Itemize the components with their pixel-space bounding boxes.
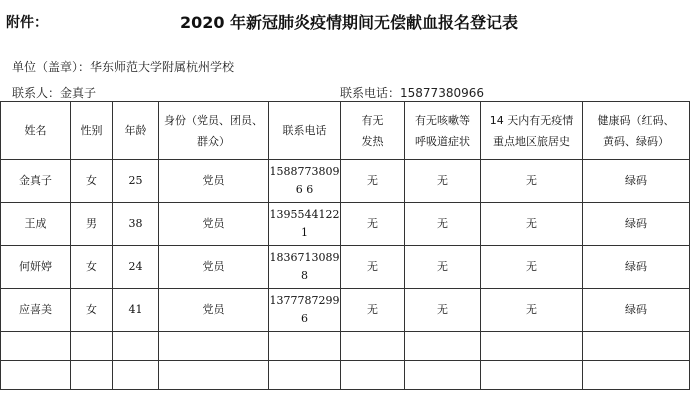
cell-identity: 党员	[159, 289, 269, 332]
blank-cell	[481, 332, 583, 361]
blank-cell	[405, 361, 481, 390]
header-fever	[341, 102, 405, 160]
contact-label: 联系人：	[12, 86, 61, 100]
blank-cell	[71, 361, 113, 390]
unit-line	[12, 58, 234, 75]
cell-phone: 18367130898	[269, 246, 341, 289]
cell-age: 24	[113, 246, 159, 289]
blank-cell	[405, 332, 481, 361]
cell-name: 王成	[1, 203, 71, 246]
blank-cell	[1, 332, 71, 361]
header-health-line2: 黄码、绿码）	[603, 134, 669, 148]
cell-travel: 无	[481, 160, 583, 203]
blank-row	[1, 332, 690, 361]
cell-health: 绿码	[583, 160, 690, 203]
header-cough-line2: 呼吸道症状	[415, 134, 470, 148]
header-identity	[159, 102, 269, 160]
table-row	[1, 246, 690, 289]
cell-cough: 无	[405, 289, 481, 332]
cell-age: 41	[113, 289, 159, 332]
blank-cell	[71, 332, 113, 361]
blank-row	[1, 361, 690, 390]
cell-travel: 无	[481, 246, 583, 289]
blank-cell	[159, 361, 269, 390]
header-gender: 性别	[71, 102, 113, 160]
cell-health: 绿码	[583, 289, 690, 332]
cell-gender: 女	[71, 246, 113, 289]
cell-travel: 无	[481, 289, 583, 332]
form-title: 2020 年新冠肺炎疫情期间无偿献血报名登记表	[179, 13, 519, 32]
header-name: 姓名	[1, 102, 71, 160]
blank-cell	[1, 361, 71, 390]
header-phone: 联系电话	[269, 102, 341, 160]
cell-cough: 无	[405, 160, 481, 203]
cell-name: 金真子	[1, 160, 71, 203]
cell-phone: 13955441221	[269, 203, 341, 246]
cell-gender: 女	[71, 289, 113, 332]
cell-fever: 无	[341, 160, 405, 203]
header-identity-line2: 群众）	[197, 134, 230, 148]
cell-identity: 党员	[159, 246, 269, 289]
cell-identity: 党员	[159, 203, 269, 246]
header-health-line1: 健康码（红码、	[597, 113, 675, 127]
cell-cough: 无	[405, 246, 481, 289]
attachment-label: 附件：	[6, 15, 48, 31]
header-travel-line2: 重点地区旅居史	[493, 134, 570, 148]
blank-cell	[341, 332, 405, 361]
cell-name: 应喜美	[1, 289, 71, 332]
blank-cell	[481, 361, 583, 390]
registration-table	[0, 101, 690, 390]
table-row	[1, 160, 690, 203]
cell-phone: 13777872996	[269, 289, 341, 332]
blank-cell	[341, 361, 405, 390]
blank-cell	[159, 332, 269, 361]
phone-value: 15877380966	[400, 86, 484, 100]
header-cough-line1: 有无咳嗽等	[415, 113, 470, 127]
cell-health: 绿码	[583, 246, 690, 289]
unit-label: 单位（盖章）：	[12, 60, 91, 74]
header-travel	[481, 102, 583, 160]
blank-cell	[269, 361, 341, 390]
blank-cell	[113, 332, 159, 361]
cell-gender: 女	[71, 160, 113, 203]
cell-fever: 无	[341, 203, 405, 246]
cell-cough: 无	[405, 203, 481, 246]
blank-cell	[113, 361, 159, 390]
unit-value: 华东师范大学附属杭州学校	[90, 60, 235, 74]
table-row	[1, 289, 690, 332]
blank-cell	[583, 332, 690, 361]
header-cough	[405, 102, 481, 160]
cell-health: 绿码	[583, 203, 690, 246]
header-travel-line1: 14 天内有无疫情	[489, 113, 574, 127]
table-row	[1, 203, 690, 246]
blank-cell	[583, 361, 690, 390]
header-row	[1, 102, 690, 160]
header-identity-line1: 身份（党员、团员、	[164, 113, 263, 127]
cell-gender: 男	[71, 203, 113, 246]
phone-label: 联系电话：	[340, 86, 401, 100]
header-fever-line2: 发热	[361, 134, 384, 148]
cell-fever: 无	[341, 246, 405, 289]
cell-age: 25	[113, 160, 159, 203]
contact-value: 金真子	[60, 86, 97, 100]
blank-cell	[269, 332, 341, 361]
cell-phone: 15887738096 6	[269, 160, 341, 203]
header-age: 年龄	[113, 102, 159, 160]
cell-identity: 党员	[159, 160, 269, 203]
cell-travel: 无	[481, 203, 583, 246]
cell-name: 何妍婷	[1, 246, 71, 289]
cell-age: 38	[113, 203, 159, 246]
header-fever-line1: 有无	[361, 113, 384, 127]
header-health	[583, 102, 690, 160]
cell-fever: 无	[341, 289, 405, 332]
contact-line	[12, 84, 96, 101]
phone-line	[340, 84, 484, 101]
